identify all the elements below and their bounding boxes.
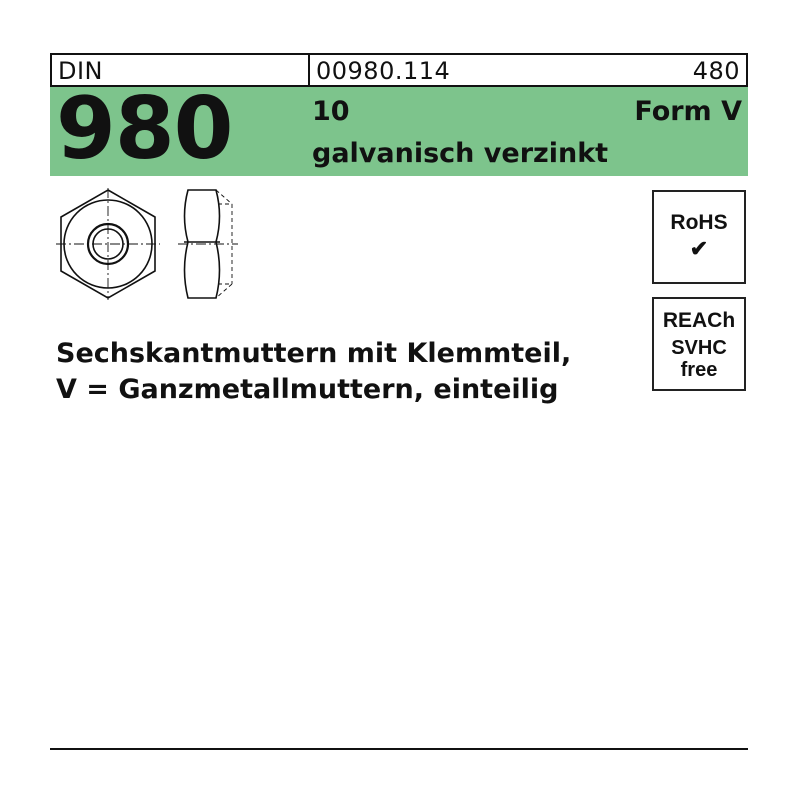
drawing-svg <box>56 188 246 300</box>
standard-label: DIN <box>58 57 104 85</box>
reach-label: REACh <box>662 309 736 332</box>
rohs-badge <box>652 190 746 284</box>
article-number: 00980.114 <box>316 57 451 85</box>
form-label: Form V <box>634 96 742 127</box>
svhc-label: SVHC <box>671 337 727 359</box>
reach-badge <box>652 297 746 391</box>
description-line-1: Sechskantmuttern mit Klemmteil, <box>56 338 572 369</box>
page-number: 480 <box>692 57 740 85</box>
title-band <box>50 79 748 179</box>
hex-nut-top-view-icon <box>56 188 160 300</box>
strength-class: 10 <box>312 96 350 127</box>
bottom-divider <box>50 748 748 750</box>
checkmark-icon: ✔ <box>689 236 709 261</box>
surface-finish: galvanisch verzinkt <box>312 138 609 169</box>
free-label: free <box>680 359 718 381</box>
technical-drawing <box>56 188 246 304</box>
rohs-label: RoHS <box>670 211 728 234</box>
description-line-2: V = Ganzmetallmuttern, einteilig <box>56 374 559 405</box>
product-description <box>56 336 571 408</box>
hex-nut-side-view-icon <box>178 190 238 298</box>
header-divider <box>308 55 310 85</box>
din-number: 980 <box>56 79 233 179</box>
